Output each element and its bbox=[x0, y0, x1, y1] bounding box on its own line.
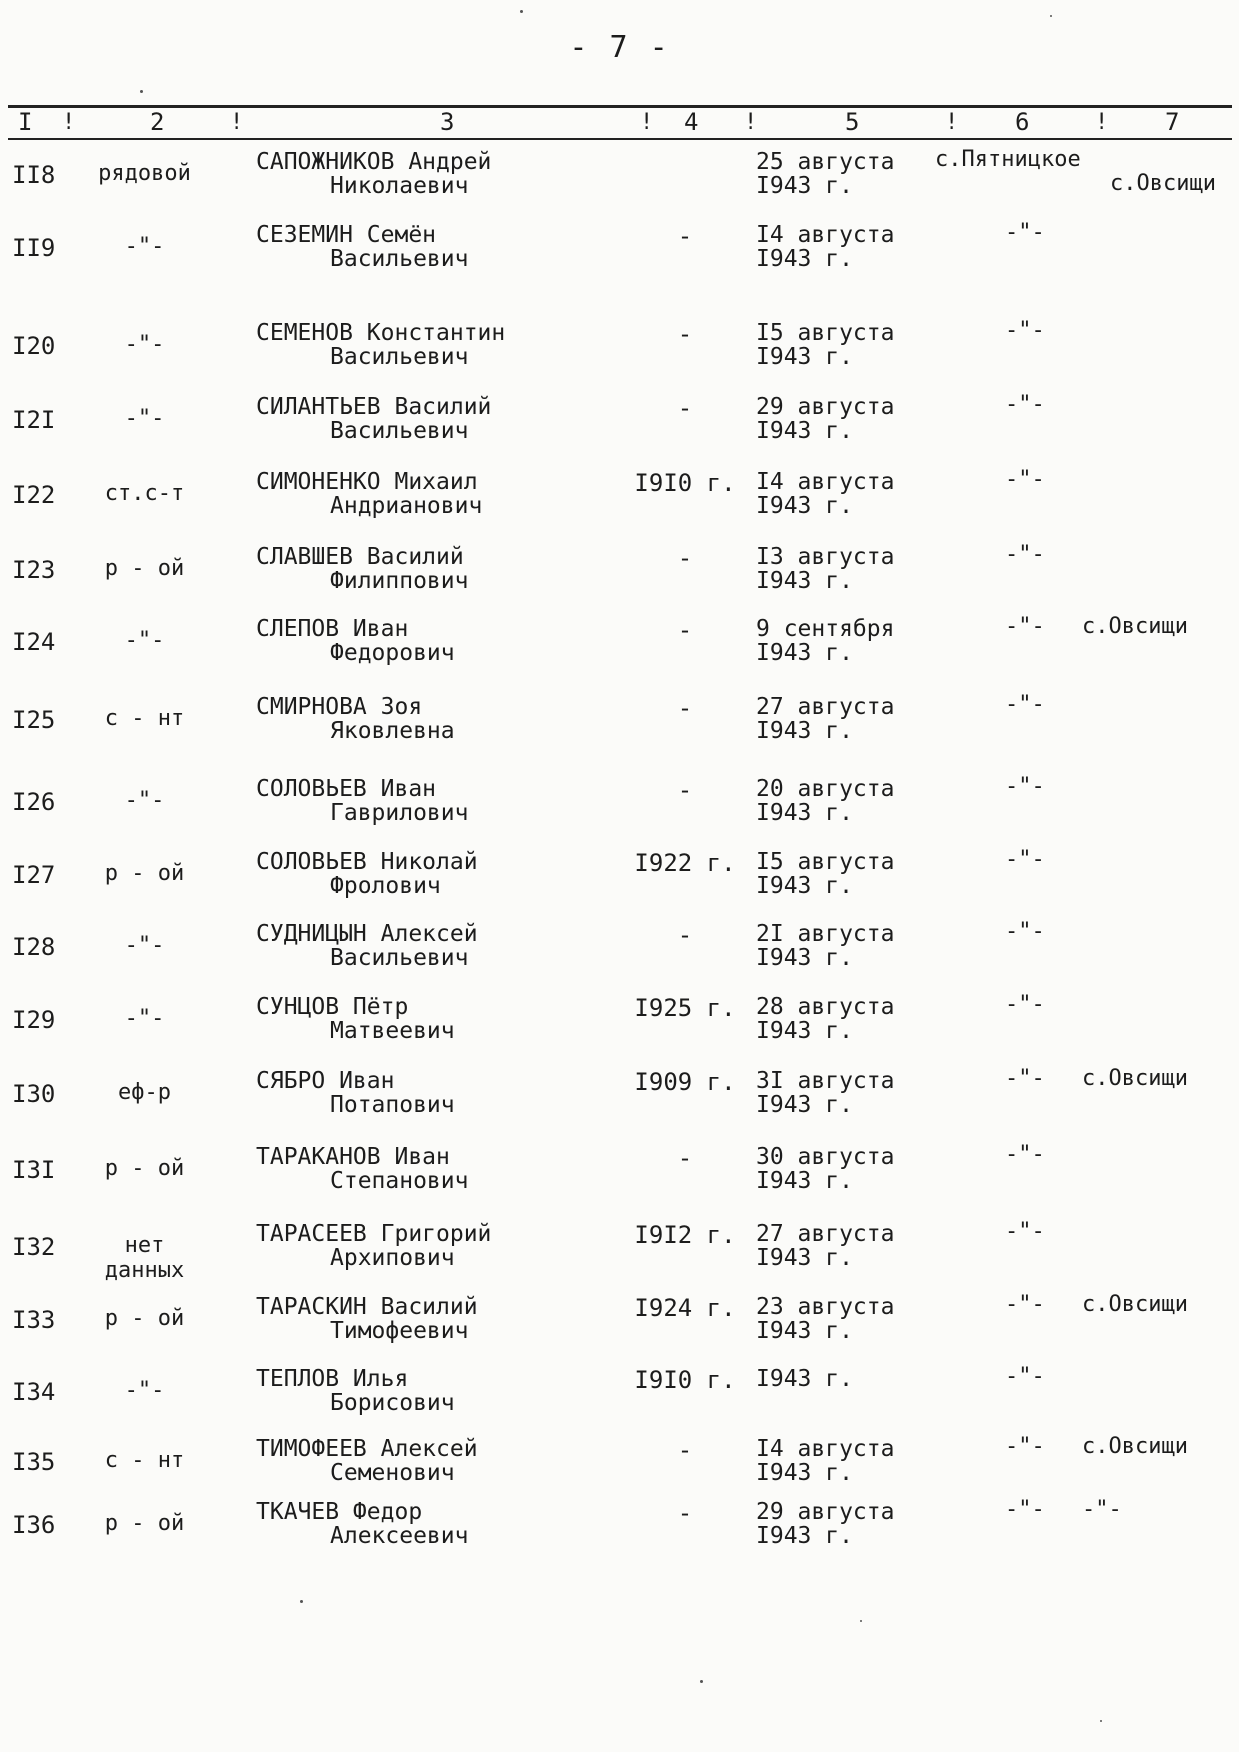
record-death-year: I943 г. bbox=[756, 1245, 853, 1271]
record-surname-name: СИМОНЕНКО Михаил bbox=[256, 469, 478, 495]
record-rank: -"- bbox=[124, 788, 165, 813]
record-rank: с - нт bbox=[104, 706, 185, 731]
header-separator: ! bbox=[1095, 110, 1109, 135]
record-number: I27 bbox=[12, 861, 56, 889]
record-rank: р - ой bbox=[104, 1156, 185, 1181]
record-number: II8 bbox=[12, 161, 56, 189]
scan-speck bbox=[1050, 15, 1052, 17]
record-surname-name: ТКАЧЕВ Федор bbox=[256, 1499, 423, 1525]
record-rank: -"- bbox=[124, 332, 165, 357]
record-place: -"- bbox=[1005, 992, 1045, 1017]
record-death-year: I943 г. bbox=[756, 418, 853, 444]
record-surname-name: СОЛОВЬЕВ Николай bbox=[256, 849, 478, 875]
record-place: -"- bbox=[1005, 847, 1045, 872]
record-row bbox=[0, 690, 1239, 762]
record-surname-name: САПОЖНИКОВ Андрей bbox=[256, 149, 492, 175]
record-death-year: I943 г. bbox=[756, 1168, 853, 1194]
record-death-year: I943 г. bbox=[756, 640, 853, 666]
header-separator: ! bbox=[945, 110, 959, 135]
record-death-year: I943 г. bbox=[756, 493, 853, 519]
record-patronymic: Тимофеевич bbox=[330, 1318, 469, 1344]
record-birth-year: - bbox=[677, 320, 693, 348]
header-separator: ! bbox=[744, 110, 758, 135]
record-surname-name: СИЛАНТЬЕВ Василий bbox=[256, 394, 492, 420]
scan-speck bbox=[700, 1680, 703, 1683]
record-number: I25 bbox=[12, 706, 56, 734]
header-col-5: 5 bbox=[845, 108, 860, 136]
header-separator: ! bbox=[62, 110, 76, 135]
record-place: -"- bbox=[1005, 1066, 1045, 1091]
record-number: I23 bbox=[12, 556, 56, 584]
record-death-date: 9 сентября bbox=[756, 616, 895, 642]
record-row bbox=[0, 1217, 1239, 1289]
scan-speck bbox=[140, 90, 143, 93]
record-place: -"- bbox=[1005, 1292, 1045, 1317]
scan-speck bbox=[520, 10, 523, 13]
record-rank: с - нт bbox=[104, 1448, 185, 1473]
record-birth-year: I925 г. bbox=[634, 994, 736, 1022]
record-death-year: I943 г. bbox=[756, 246, 853, 272]
record-place: -"- bbox=[1005, 614, 1045, 639]
record-death-year: I943 г. bbox=[756, 344, 853, 370]
record-patronymic: Матвеевич bbox=[330, 1018, 455, 1044]
record-patronymic: Васильевич bbox=[330, 945, 469, 971]
record-row bbox=[0, 316, 1239, 388]
record-rank: еф-р bbox=[118, 1080, 171, 1105]
record-surname-name: СУНЦОВ Пётр bbox=[256, 994, 409, 1020]
record-death-date: 2I августа bbox=[756, 921, 895, 947]
record-rank: ст.с-т bbox=[104, 481, 185, 506]
record-place: -"- bbox=[1005, 919, 1045, 944]
record-death-date: 28 августа bbox=[756, 994, 895, 1020]
record-death-date: I3 августа bbox=[756, 544, 895, 570]
record-death-date: I4 августа bbox=[756, 222, 895, 248]
record-row bbox=[0, 772, 1239, 844]
record-place: -"- bbox=[1005, 1219, 1045, 1244]
record-number: I36 bbox=[12, 1511, 56, 1539]
record-row bbox=[0, 1064, 1239, 1136]
record-surname-name: СУДНИЦЫН Алексей bbox=[256, 921, 478, 947]
record-death-year: I943 г. bbox=[756, 873, 853, 899]
record-place: -"- bbox=[1005, 392, 1045, 417]
record-death-year: I943 г. bbox=[756, 800, 853, 826]
header-col-6: 6 bbox=[1015, 108, 1030, 136]
record-birth-year: I9I2 г. bbox=[634, 1221, 736, 1249]
record-burial-place: с.Овсищи bbox=[1082, 1066, 1188, 1091]
record-burial-place: -"- bbox=[1082, 1497, 1122, 1522]
record-place: -"- bbox=[1005, 318, 1045, 343]
record-death-year: I943 г. bbox=[756, 173, 853, 199]
header-col-2: 2 bbox=[150, 108, 165, 136]
record-birth-year: I9I0 г. bbox=[634, 1366, 736, 1394]
record-death-date: I943 г. bbox=[756, 1366, 853, 1392]
record-death-date: 20 августа bbox=[756, 776, 895, 802]
record-row bbox=[0, 990, 1239, 1062]
record-place: -"- bbox=[1005, 1434, 1045, 1459]
record-death-date: 25 августа bbox=[756, 149, 895, 175]
record-rank: нет данных bbox=[104, 1233, 185, 1283]
record-patronymic: Степанович bbox=[330, 1168, 469, 1194]
record-death-year: I943 г. bbox=[756, 945, 853, 971]
record-patronymic: Гаврилович bbox=[330, 800, 469, 826]
record-surname-name: СЕМЕНОВ Константин bbox=[256, 320, 506, 346]
header-col-4: 4 bbox=[684, 108, 699, 136]
record-burial-place: с.Овсищи bbox=[1082, 1434, 1188, 1459]
record-row bbox=[0, 1495, 1239, 1567]
record-row bbox=[0, 540, 1239, 612]
record-birth-year: - bbox=[677, 616, 693, 644]
record-patronymic: Васильевич bbox=[330, 344, 469, 370]
record-patronymic: Яковлевна bbox=[330, 718, 455, 744]
record-rank: рядовой bbox=[98, 161, 191, 186]
record-death-date: I4 августа bbox=[756, 1436, 895, 1462]
record-place: с.Пятницкое bbox=[935, 147, 1081, 172]
record-patronymic: Филиппович bbox=[330, 568, 469, 594]
record-birth-year: I924 г. bbox=[634, 1294, 736, 1322]
header-separator: ! bbox=[230, 110, 244, 135]
record-birth-year: - bbox=[677, 544, 693, 572]
record-row bbox=[0, 218, 1239, 290]
record-row bbox=[0, 612, 1239, 684]
record-rank: р - ой bbox=[104, 1511, 185, 1536]
record-rank: -"- bbox=[124, 1378, 165, 1403]
record-rank: р - ой bbox=[104, 861, 185, 886]
record-patronymic: Васильевич bbox=[330, 418, 469, 444]
header-col-3: 3 bbox=[440, 108, 455, 136]
record-place: -"- bbox=[1005, 692, 1045, 717]
record-number: I20 bbox=[12, 332, 56, 360]
scan-speck bbox=[860, 1620, 862, 1622]
record-rank: -"- bbox=[124, 628, 165, 653]
record-death-year: I943 г. bbox=[756, 1092, 853, 1118]
record-birth-year: - bbox=[677, 1499, 693, 1527]
record-rank: -"- bbox=[124, 406, 165, 431]
record-death-date: 27 августа bbox=[756, 694, 895, 720]
record-patronymic: Архипович bbox=[330, 1245, 455, 1271]
record-row bbox=[0, 390, 1239, 462]
record-death-year: I943 г. bbox=[756, 1523, 853, 1549]
record-place: -"- bbox=[1005, 1142, 1045, 1167]
record-patronymic: Андрианович bbox=[330, 493, 483, 519]
record-number: I35 bbox=[12, 1448, 56, 1476]
record-rank: -"- bbox=[124, 933, 165, 958]
record-surname-name: ТЕПЛОВ Илья bbox=[256, 1366, 409, 1392]
record-row bbox=[0, 1290, 1239, 1362]
record-burial-place: с.Овсищи bbox=[1110, 171, 1216, 196]
scan-speck bbox=[1100, 1720, 1102, 1722]
record-burial-place: с.Овсищи bbox=[1082, 1292, 1188, 1317]
record-death-date: 3I августа bbox=[756, 1068, 895, 1094]
record-row bbox=[0, 845, 1239, 917]
record-number: I30 bbox=[12, 1080, 56, 1108]
record-rank: р - ой bbox=[104, 556, 185, 581]
record-place: -"- bbox=[1005, 1497, 1045, 1522]
record-birth-year: I9I0 г. bbox=[634, 469, 736, 497]
record-birth-year: - bbox=[677, 694, 693, 722]
record-number: I3I bbox=[12, 1156, 56, 1184]
record-death-year: I943 г. bbox=[756, 1018, 853, 1044]
record-patronymic: Николаевич bbox=[330, 173, 469, 199]
header-col-7: 7 bbox=[1165, 108, 1180, 136]
record-place: -"- bbox=[1005, 1364, 1045, 1389]
record-birth-year: - bbox=[677, 394, 693, 422]
record-rank: р - ой bbox=[104, 1306, 185, 1331]
record-rank: -"- bbox=[124, 234, 165, 259]
record-death-date: 29 августа bbox=[756, 1499, 895, 1525]
record-surname-name: ТАРАСКИН Василий bbox=[256, 1294, 478, 1320]
record-birth-year: - bbox=[677, 776, 693, 804]
record-place: -"- bbox=[1005, 542, 1045, 567]
record-birth-year: I922 г. bbox=[634, 849, 736, 877]
record-birth-year: - bbox=[677, 921, 693, 949]
record-death-date: 29 августа bbox=[756, 394, 895, 420]
record-death-year: I943 г. bbox=[756, 1318, 853, 1344]
record-number: II9 bbox=[12, 234, 56, 262]
record-row bbox=[0, 1140, 1239, 1212]
record-surname-name: СЛАВШЕВ Василий bbox=[256, 544, 464, 570]
header-separator: ! bbox=[640, 110, 654, 135]
record-birth-year: - bbox=[677, 222, 693, 250]
page-number: - 7 - bbox=[569, 30, 670, 65]
record-row bbox=[0, 145, 1239, 217]
record-death-year: I943 г. bbox=[756, 718, 853, 744]
record-birth-year: I909 г. bbox=[634, 1068, 736, 1096]
record-death-date: I5 августа bbox=[756, 320, 895, 346]
record-burial-place: с.Овсищи bbox=[1082, 614, 1188, 639]
record-patronymic: Федорович bbox=[330, 640, 455, 666]
record-row bbox=[0, 1362, 1239, 1434]
record-death-date: I4 августа bbox=[756, 469, 895, 495]
record-place: -"- bbox=[1005, 774, 1045, 799]
scan-speck bbox=[300, 1600, 303, 1603]
record-surname-name: ТИМОФЕЕВ Алексей bbox=[256, 1436, 478, 1462]
record-number: I24 bbox=[12, 628, 56, 656]
record-death-date: 27 августа bbox=[756, 1221, 895, 1247]
record-death-date: I5 августа bbox=[756, 849, 895, 875]
record-row bbox=[0, 465, 1239, 537]
record-death-year: I943 г. bbox=[756, 568, 853, 594]
record-death-date: 30 августа bbox=[756, 1144, 895, 1170]
record-surname-name: СМИРНОВА Зоя bbox=[256, 694, 423, 720]
record-surname-name: ТАРАКАНОВ Иван bbox=[256, 1144, 450, 1170]
record-death-date: 23 августа bbox=[756, 1294, 895, 1320]
record-patronymic: Фролович bbox=[330, 873, 441, 899]
record-number: I26 bbox=[12, 788, 56, 816]
record-number: I28 bbox=[12, 933, 56, 961]
record-death-year: I943 г. bbox=[756, 1460, 853, 1486]
record-number: I22 bbox=[12, 481, 56, 509]
record-place: -"- bbox=[1005, 467, 1045, 492]
record-patronymic: Потапович bbox=[330, 1092, 455, 1118]
record-surname-name: ТАРАСЕЕВ Григорий bbox=[256, 1221, 492, 1247]
record-patronymic: Борисович bbox=[330, 1390, 455, 1416]
record-birth-year: - bbox=[677, 1436, 693, 1464]
record-patronymic: Алексеевич bbox=[330, 1523, 469, 1549]
record-surname-name: СОЛОВЬЕВ Иван bbox=[256, 776, 437, 802]
header-col-1: I bbox=[18, 108, 33, 136]
record-row bbox=[0, 1432, 1239, 1504]
record-surname-name: СЛЕПОВ Иван bbox=[256, 616, 409, 642]
record-surname-name: СЯБРО Иван bbox=[256, 1068, 395, 1094]
record-row bbox=[0, 917, 1239, 989]
record-number: I29 bbox=[12, 1006, 56, 1034]
record-number: I34 bbox=[12, 1378, 56, 1406]
record-birth-year: - bbox=[677, 1144, 693, 1172]
record-patronymic: Семенович bbox=[330, 1460, 455, 1486]
record-number: I2I bbox=[12, 406, 56, 434]
record-number: I33 bbox=[12, 1306, 56, 1334]
record-rank: -"- bbox=[124, 1006, 165, 1031]
record-patronymic: Васильевич bbox=[330, 246, 469, 272]
header-bottom-rule bbox=[8, 138, 1232, 140]
table-header bbox=[0, 106, 1239, 138]
record-number: I32 bbox=[12, 1233, 56, 1261]
record-surname-name: СЕЗЕМИН Семён bbox=[256, 222, 437, 248]
record-place: -"- bbox=[1005, 220, 1045, 245]
